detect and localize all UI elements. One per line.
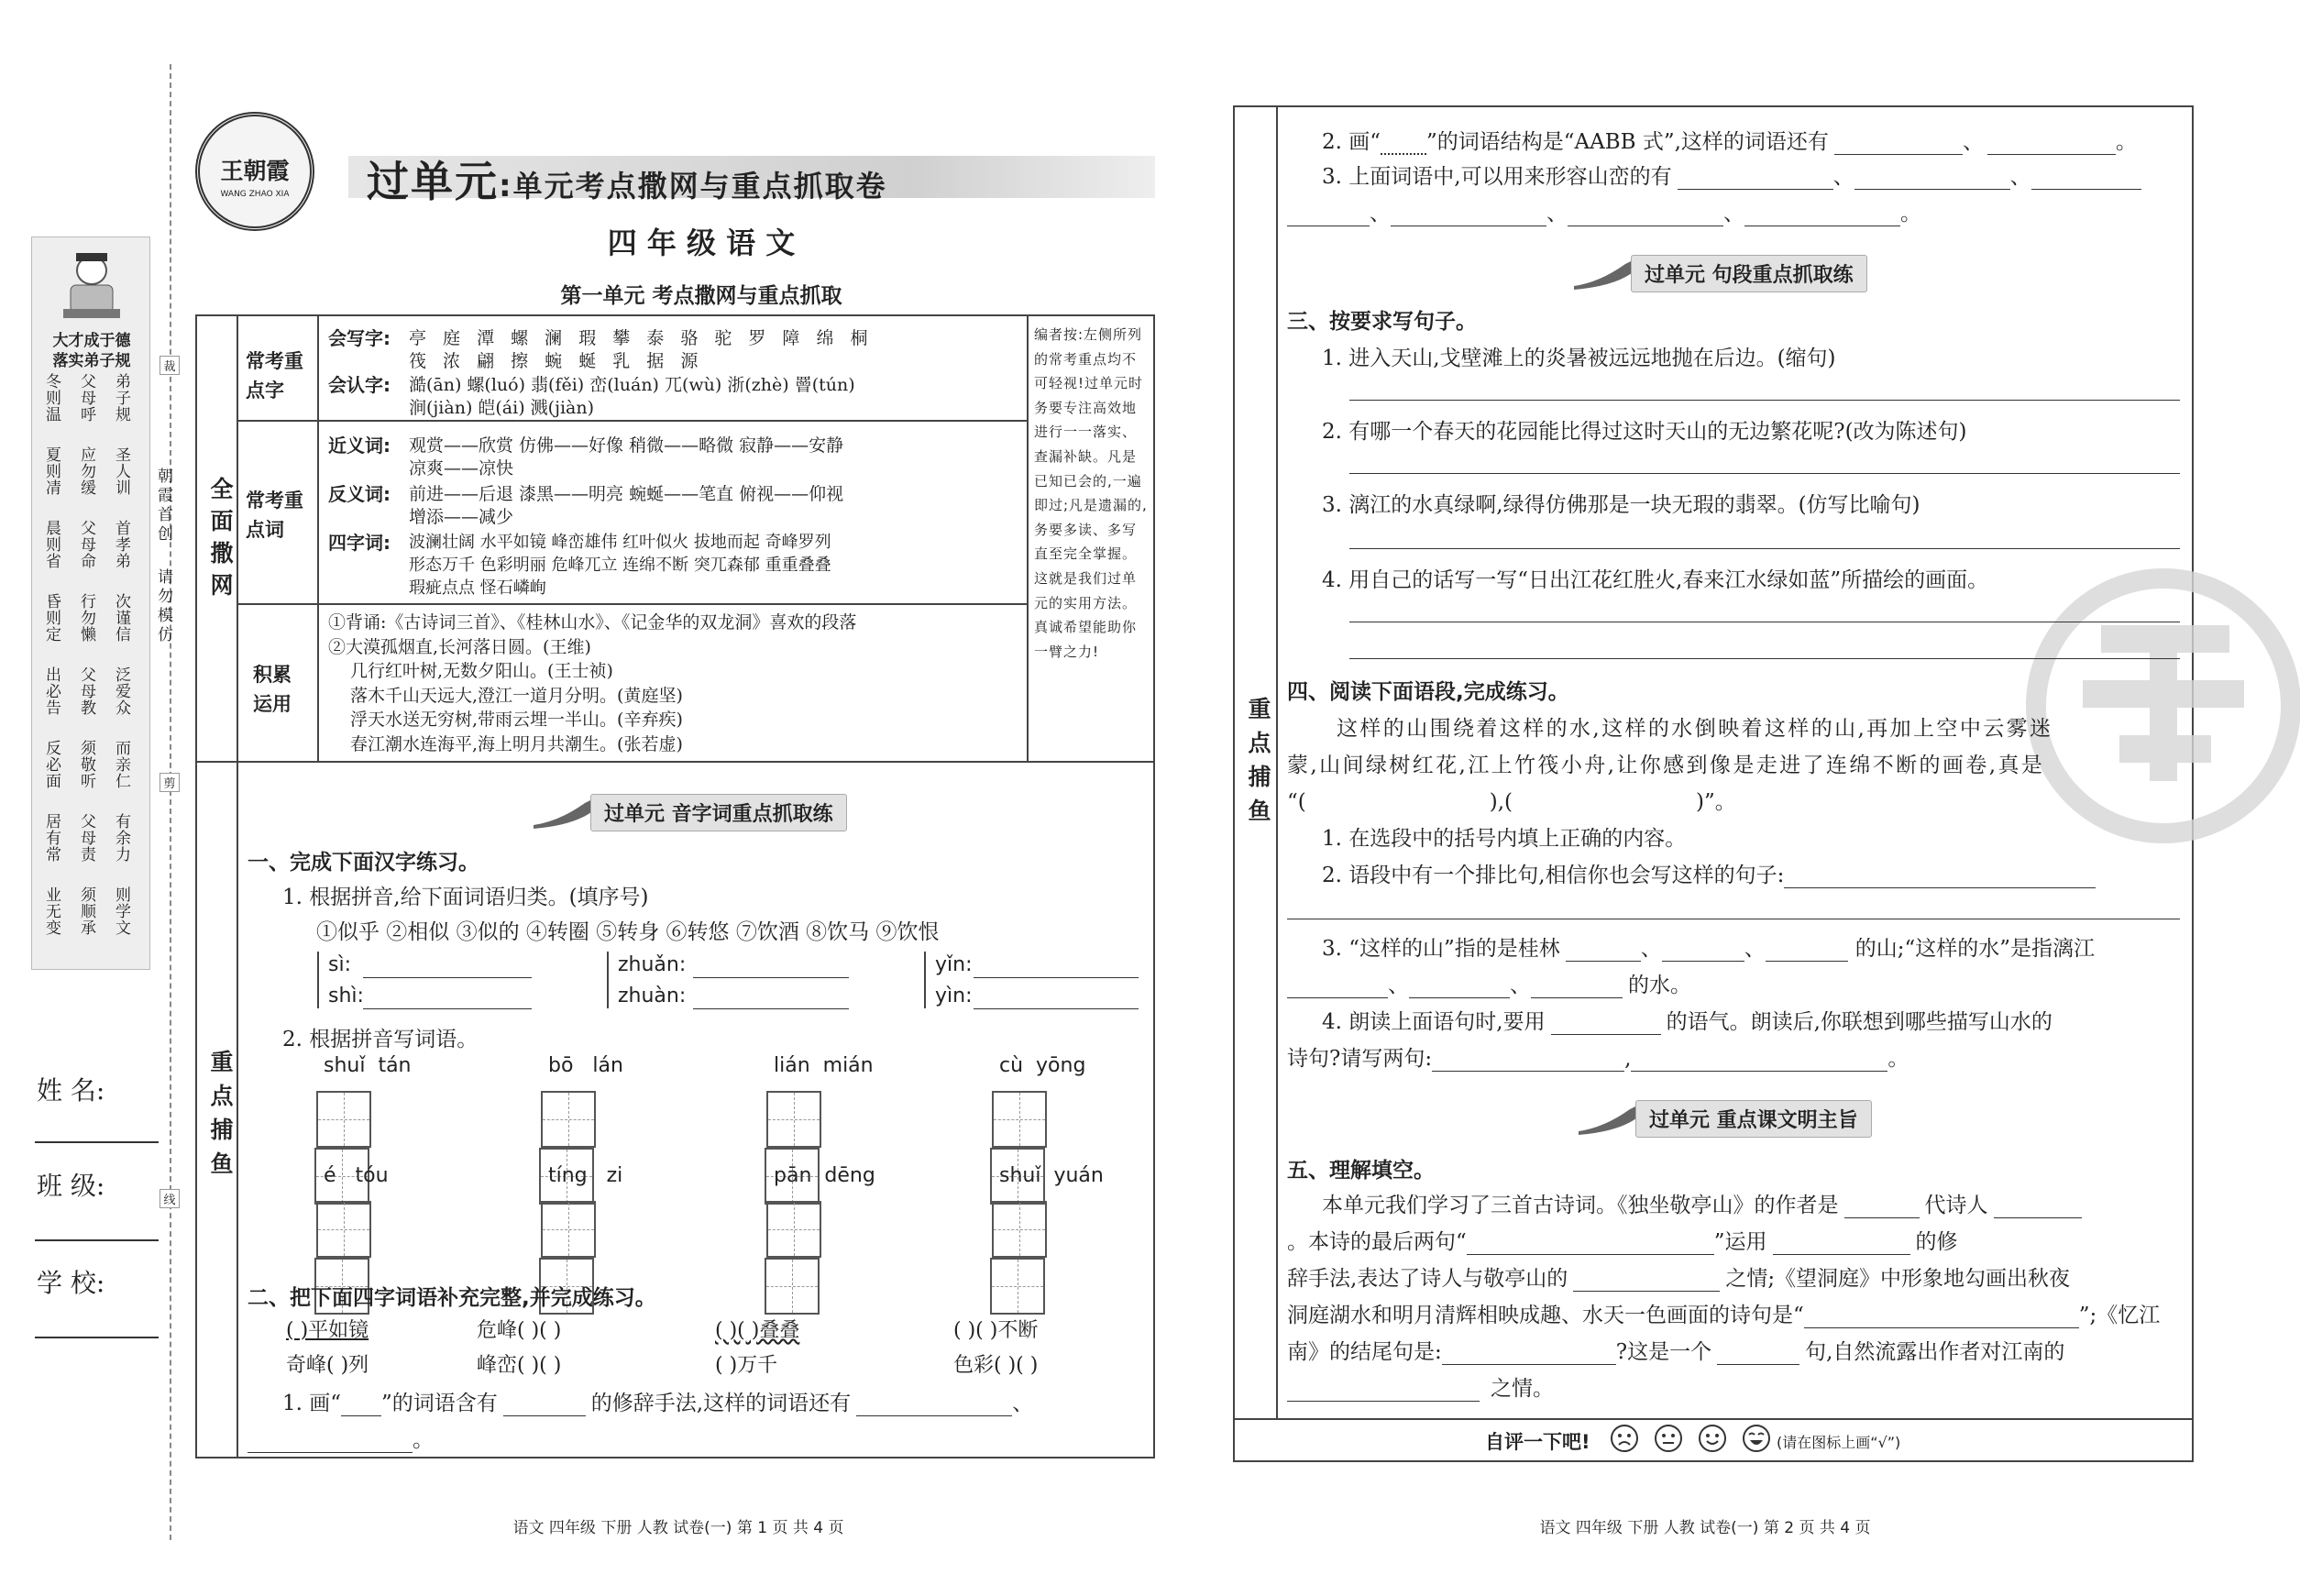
dizigui-line: 业无变 xyxy=(42,886,61,936)
q4-4a: 4. 朗读上面语句时,要用 xyxy=(1322,1010,1546,1034)
grid-pinyin: pān dēng xyxy=(774,1164,875,1187)
q5-4a: 洞庭湖水和明月清辉相映成趣、水天一色画面的诗句是“ xyxy=(1287,1304,1804,1327)
r2-a-label: 近义词: xyxy=(328,435,391,457)
r-l3 xyxy=(1322,160,2141,190)
pinyin-group-si xyxy=(317,952,537,1008)
char-cell[interactable] xyxy=(992,1201,1047,1258)
dizigui-line: 父母教 xyxy=(77,666,95,716)
dizigui-line: 首孝弟 xyxy=(112,520,130,569)
group-label-2: 重点捕鱼 xyxy=(207,1050,234,1185)
grid-pinyin: cù yōng xyxy=(999,1054,1086,1077)
r1-head: 常考重点字 xyxy=(246,350,303,402)
q2-l2-c: ( )万千 xyxy=(715,1354,778,1377)
banner-2 xyxy=(1572,253,1867,293)
neutral-face-icon[interactable] xyxy=(1654,1424,1683,1453)
accumulation-line: ②大漠孤烟直,长河落日圆。(王维) xyxy=(328,636,591,657)
self-eval-divider xyxy=(1233,1418,2194,1420)
r-l2 xyxy=(1322,125,2137,155)
py-zhuan4-line[interactable] xyxy=(693,1008,849,1009)
group-divider xyxy=(195,761,1155,763)
r2-c-text3: 瑕疵点点 怪石嶙峋 xyxy=(409,578,546,598)
r2-c-text2: 形态万千 色彩明丽 危峰兀立 连绵不断 突兀森郁 重重叠叠 xyxy=(409,556,831,575)
q3-heading: 三、按要求写句子。 xyxy=(1287,310,1477,334)
q4-3 xyxy=(1322,931,2095,962)
q5-5a: 南》的结尾句是: xyxy=(1287,1340,1442,1364)
r-end-2: 。 xyxy=(1887,1047,1909,1071)
dizigui-line: 冬则温 xyxy=(42,373,61,423)
accumulation-line: 春江潮水连海平,海上明月共潮生。(张若虚) xyxy=(350,733,683,754)
py-yin4-line[interactable] xyxy=(974,1008,1139,1009)
q4-2-text: 2. 语段中有一个排比句,相信你也会写这样的句子: xyxy=(1322,864,1785,887)
q3-3-answer[interactable] xyxy=(1349,548,2180,549)
char-cell[interactable] xyxy=(316,1091,371,1148)
grid-pinyin: tíng zi xyxy=(548,1164,623,1187)
pinyin-group-yin xyxy=(924,952,1144,1008)
q2-1a: 1. 画“ xyxy=(282,1392,342,1415)
q2-l1-c-text: ( )( )叠叠 xyxy=(715,1319,800,1342)
py-zhuan4: zhuàn: xyxy=(618,985,687,1007)
q4-4 xyxy=(1322,1005,2052,1035)
q4-3-cont xyxy=(1287,968,1691,998)
r-aabb-blank-1[interactable] xyxy=(1834,131,1963,155)
dizigui-line: 须敬听 xyxy=(77,740,95,789)
banner-3 xyxy=(1577,1098,1872,1139)
logo xyxy=(195,112,314,231)
q1-words: ①似乎 ②相似 ③似的 ④转圈 ⑤转身 ⑥转悠 ⑦饮酒 ⑧饮马 ⑨饮恨 xyxy=(316,920,940,944)
dizigui-line: 居有常 xyxy=(42,813,61,863)
grid-pinyin: shuǐ yuán xyxy=(999,1164,1104,1187)
q3-1-answer[interactable] xyxy=(1349,400,2180,401)
r-sep-8: 、 xyxy=(1388,974,1409,997)
accumulation-line: 几行红叶树,无数夕阳山。(王士祯) xyxy=(350,661,613,681)
unit-title: 第一单元 考点撒网与重点抓取 xyxy=(560,284,842,308)
q2-l1-a-text: ( )平如镜 xyxy=(286,1319,369,1342)
footer-right: 语文 四年级 下册 人教 试卷(一) 第 2 页 共 4 页 xyxy=(1539,1519,1871,1537)
q3-1: 1. 进入天山,戈壁滩上的炎暑被远远地抛在后边。(缩句) xyxy=(1322,347,1836,370)
cut-mark-2: 剪 xyxy=(160,773,180,792)
q5-lines-blank[interactable] xyxy=(1467,1231,1714,1255)
dizigui-line: 则学文 xyxy=(112,886,130,936)
q2-word-blank-2[interactable] xyxy=(248,1429,413,1453)
char-cell[interactable] xyxy=(766,1091,821,1148)
accumulation-line: 落木千山天远大,澄江一道月分明。(黄庭坚) xyxy=(350,685,683,706)
q5-feeling-blank[interactable] xyxy=(1573,1268,1720,1292)
grid-pinyin: é tóu xyxy=(324,1164,389,1187)
r-sep-5: 、 xyxy=(1723,202,1744,226)
right-group-label: 重点捕鱼 xyxy=(1245,697,1271,832)
dizigui-line: 须顺承 xyxy=(77,886,95,936)
py-shi-line[interactable] xyxy=(363,1008,532,1009)
q5-line-6 xyxy=(1287,1371,1554,1402)
motto-bottom: 落实弟子规 xyxy=(52,352,131,370)
class-field[interactable] xyxy=(35,1239,159,1241)
p3b: ),( xyxy=(1489,790,1513,814)
dizigui-line: 昏则定 xyxy=(42,593,61,643)
title-main xyxy=(367,149,887,209)
accumulation-line: 浮天水送无穷树,带雨云埋一半山。(辛弃疾) xyxy=(350,710,683,730)
char-cell[interactable] xyxy=(541,1091,596,1148)
r1-a-label: 会写字: xyxy=(328,327,391,349)
q1-1: 1. 根据拼音,给下面词语归类。(填序号) xyxy=(282,886,649,909)
logo-text: 王朝霞 xyxy=(220,158,290,184)
q5-line-3 xyxy=(1287,1261,2070,1292)
motto-top: 大才成于德 xyxy=(52,332,131,350)
row-line-2 xyxy=(237,603,1027,605)
q3-2-answer[interactable] xyxy=(1349,473,2180,474)
q5-heading: 五、理解填空。 xyxy=(1287,1159,1435,1183)
q2-heading: 二、把下面四字词语补充完整,并完成练习。 xyxy=(248,1286,656,1310)
r-sep-4: 、 xyxy=(1546,202,1568,226)
cut-mark-1: 裁 xyxy=(160,356,180,375)
q4-4d: , xyxy=(1624,1047,1632,1071)
r-mtn-blank-4[interactable] xyxy=(1287,203,1370,226)
q5-rhetoric-blank[interactable] xyxy=(1773,1231,1910,1255)
dizigui-line: 而亲仁 xyxy=(112,740,130,789)
r-l2d: 。 xyxy=(2115,130,2137,154)
q3-4-answer-2[interactable] xyxy=(1349,658,2180,659)
r1-a-text2: 筏 浓 翩 擦 蜿 蜒 乳 据 源 xyxy=(409,351,704,371)
sad-face-icon[interactable] xyxy=(1610,1424,1639,1453)
py-yin4: yìn: xyxy=(935,985,973,1007)
r3-head: 积累运用 xyxy=(253,664,292,715)
r-aabb-blank-2[interactable] xyxy=(1987,131,2116,155)
dizigui-line: 次谨信 xyxy=(112,593,130,643)
q1-2: 2. 根据拼音写词语。 xyxy=(282,1028,479,1051)
char-grid[interactable] xyxy=(541,1091,596,1205)
q3-2: 2. 有哪一个春天的花园能比得过这时天山的无边繁花呢?(改为陈述句) xyxy=(1322,420,1967,444)
char-cell[interactable] xyxy=(992,1091,1047,1148)
cut-text-2: 请勿模仿 xyxy=(154,568,172,645)
row-line-1 xyxy=(237,420,1027,422)
py-zhuan3-line[interactable] xyxy=(693,977,849,978)
q5-3a: 辞手法,表达了诗人与敬亭山的 xyxy=(1287,1267,1568,1291)
q5-poem-blank[interactable] xyxy=(1804,1304,2079,1328)
char-cell[interactable] xyxy=(766,1201,821,1258)
r1-b-text: 澔(ān) 螺(luó) 翡(fěi) 峦(luán) 兀(wù) 浙(zhè) 罾(tún) xyxy=(409,375,855,395)
dizigui-line: 夏则凊 xyxy=(42,446,61,496)
q5-1a: 本单元我们学习了三首古诗词。《独坐敬亭山》的作者是 xyxy=(1322,1194,1839,1217)
dizigui-line: 泛爱众 xyxy=(112,666,130,716)
char-cell[interactable] xyxy=(541,1201,596,1258)
q5-line-2 xyxy=(1287,1225,1958,1255)
pinyin-group-zhuan xyxy=(607,952,854,1008)
q4-3b: 的山;“这样的水”是指漓江 xyxy=(1854,937,2096,961)
char-cell[interactable] xyxy=(990,1258,1045,1315)
r-mtn-blank-5[interactable] xyxy=(1391,203,1546,226)
logo-sub: WANG ZHAO XIA xyxy=(220,190,290,199)
cut-text-1: 朝霞首创 xyxy=(154,468,172,545)
q4-4-blank-1[interactable] xyxy=(1551,1011,1661,1035)
q5-ending-blank[interactable] xyxy=(1442,1341,1616,1365)
q4-3c: 的水。 xyxy=(1628,974,1691,997)
q2-1-line2 xyxy=(248,1423,434,1453)
banner-3-label: 过单元 重点课文明主旨 xyxy=(1635,1100,1872,1138)
dizigui-line: 行勿懒 xyxy=(77,593,95,643)
r-l2a: 2. 画“ xyxy=(1322,130,1381,154)
self-eval-label: 自评一下吧! xyxy=(1485,1431,1590,1453)
r-wavy-sample xyxy=(1381,131,1426,155)
q2-mark-sample xyxy=(341,1392,381,1416)
py-si: sì: xyxy=(328,953,351,976)
right-group-col xyxy=(1276,105,1278,1418)
q4-4c: 诗句?请写两句: xyxy=(1287,1047,1433,1071)
dizigui-line: 应勿缓 xyxy=(77,446,95,496)
py-yin3: yǐn: xyxy=(935,953,973,976)
q4-2-blank[interactable] xyxy=(1784,864,2096,888)
r-sep-2: 、 xyxy=(2009,165,2031,189)
r-sep-6: 、 xyxy=(1640,937,1662,961)
py-shi: shì: xyxy=(328,985,364,1007)
name-label: 姓 名: xyxy=(37,1075,105,1106)
q4-3-blank-3[interactable] xyxy=(1766,938,1848,962)
cut-line xyxy=(170,64,171,1540)
dizigui-line: 父母呼 xyxy=(77,373,95,423)
q1-heading: 一、完成下面汉字练习。 xyxy=(248,851,479,875)
r-mtn-blank-2[interactable] xyxy=(1854,166,2010,190)
char-grid[interactable] xyxy=(766,1091,821,1205)
title-main-text: 过单元 xyxy=(367,157,499,206)
r3-lines xyxy=(328,611,1025,756)
r-mtn-blank-1[interactable] xyxy=(1678,166,1833,190)
r-mtn-blank-7[interactable] xyxy=(1744,203,1900,226)
r2-b-label: 反义词: xyxy=(328,483,391,505)
dizigui-columns xyxy=(38,373,146,960)
r-l2b: ”的词语结构是“AABB 式”,这样的词语还有 xyxy=(1426,130,1829,154)
r2-b-text2: 增添——减少 xyxy=(409,507,514,527)
grid-pinyin: lián mián xyxy=(774,1054,874,1077)
school-field[interactable] xyxy=(35,1337,159,1338)
q2-rhetoric-blank[interactable] xyxy=(503,1392,586,1416)
q2-l1-c xyxy=(715,1315,799,1343)
q4-heading: 四、阅读下面语段,完成练习。 xyxy=(1287,680,1569,704)
passage-line-1: 这样的山围绕着这样的水,这样的水倒映着这样的山,再加上空中云雾迷 xyxy=(1337,717,2053,741)
q2-1d: 、 xyxy=(1012,1392,1034,1415)
q5-line-4 xyxy=(1287,1298,2160,1328)
head-col-line xyxy=(317,314,319,761)
footer-left: 语文 四年级 下册 人教 试卷(一) 第 1 页 共 4 页 xyxy=(512,1519,844,1537)
q5-6: 之情。 xyxy=(1491,1377,1554,1401)
q4-4-blank-3[interactable] xyxy=(1631,1048,1887,1072)
q5-emotion-blank[interactable] xyxy=(1287,1378,1480,1402)
r-sep-7: 、 xyxy=(1744,937,1766,961)
note-col-line xyxy=(1027,314,1029,761)
q2-l2-d: 色彩( )( ) xyxy=(953,1354,1039,1377)
q5-2a: 。本诗的最后两句“ xyxy=(1287,1230,1467,1254)
q3-4: 4. 用自己的话写一写“日出江花红胜火,春来江水绿如蓝”所描绘的画面。 xyxy=(1322,568,1989,592)
dizigui-line: 父母命 xyxy=(77,520,95,569)
q4-4-blank-2[interactable] xyxy=(1432,1048,1624,1072)
py-zhuan3: zhuǎn: xyxy=(618,953,687,976)
q2-l2-b: 峰峦( )( ) xyxy=(477,1354,562,1377)
q5-5c: 句,自然流露出作者对江南的 xyxy=(1805,1340,2065,1364)
char-cell[interactable] xyxy=(765,1258,820,1315)
q5-2b: ”运用 xyxy=(1713,1230,1767,1254)
r2-b-text: 前进——后退 漆黑——明亮 蜿蜒——笔直 俯视——仰视 xyxy=(409,484,844,504)
q4-3-blank-2[interactable] xyxy=(1662,938,1744,962)
r-l2c: 、 xyxy=(1962,130,1984,154)
char-grid[interactable] xyxy=(992,1201,1047,1315)
subject-title: 四 年 级 语 文 xyxy=(607,226,796,260)
self-eval-hint: (请在图标上画“√”) xyxy=(1777,1434,1901,1451)
q2-1c: 的修辞手法,这样的词语还有 xyxy=(590,1392,852,1415)
q2-l2-a: 奇峰( )列 xyxy=(286,1354,369,1377)
q4-3-blank-5[interactable] xyxy=(1409,974,1510,998)
passage-line-3 xyxy=(1287,785,1736,815)
grid-pinyin: shuǐ tán xyxy=(324,1054,412,1077)
char-cell[interactable] xyxy=(316,1201,371,1258)
banner-1-label: 过单元 音字词重点抓取练 xyxy=(590,794,847,831)
r2-c-label: 四字词: xyxy=(328,532,391,554)
dizigui-line: 反必面 xyxy=(42,740,61,789)
q4-1: 1. 在选段中的括号内填上正确的内容。 xyxy=(1322,827,1687,851)
p3a: “( xyxy=(1287,790,1306,814)
dizigui-line: 晨则省 xyxy=(42,520,61,569)
scholar-illustration xyxy=(58,248,126,324)
q5-poet-blank[interactable] xyxy=(1994,1194,2082,1218)
title-rest: 单元考点撒网与重点抓取卷 xyxy=(512,169,887,204)
banner-2-label: 过单元 句段重点抓取练 xyxy=(1631,255,1867,292)
q5-type-blank[interactable] xyxy=(1717,1341,1799,1365)
group-col-line xyxy=(237,314,238,1458)
dizigui-line: 圣人训 xyxy=(112,446,130,496)
dizigui-line: 弟子规 xyxy=(112,373,130,423)
r1-b-text2: 涧(jiàn) 皑(ái) 溅(jiàn) xyxy=(409,398,595,418)
passage-line-2: 蒙,山间绿树红花,江上竹筏小舟,让你感到像是走进了连绵不断的画卷,真是 xyxy=(1287,754,2045,777)
q4-4-cont xyxy=(1287,1041,1909,1072)
r-l3b xyxy=(1287,196,1921,226)
q4-3-blank-4[interactable] xyxy=(1287,974,1388,998)
char-grid[interactable] xyxy=(992,1091,1047,1205)
q2-l1-b: 危峰( )( ) xyxy=(477,1319,562,1342)
q2-1-line xyxy=(282,1386,1033,1416)
self-eval-faces xyxy=(1610,1424,1771,1453)
accumulation-line: ①背诵:《古诗词三首》、《桂林山水》、《记金华的双龙洞》喜欢的段落 xyxy=(328,612,857,633)
q4-4b: 的语气。朗读后,你联想到哪些描写山水的 xyxy=(1666,1010,2052,1034)
char-grid[interactable] xyxy=(766,1201,821,1315)
q5-1b: 代诗人 xyxy=(1924,1194,1988,1217)
name-field[interactable] xyxy=(35,1141,159,1143)
q2-l1-d: ( )( )不断 xyxy=(953,1319,1039,1342)
r2-a-text: 观赏——欣赏 仿佛——好像 稍微——略微 寂静——安静 xyxy=(409,435,844,456)
r1-b-label: 会认字: xyxy=(328,374,391,396)
grid-pinyin: bō lán xyxy=(548,1054,623,1077)
q5-5b: ?这是一个 xyxy=(1615,1340,1712,1364)
class-label: 班 级: xyxy=(37,1171,105,1201)
title-colon: : xyxy=(499,168,513,204)
q5-line-5 xyxy=(1287,1335,2064,1365)
q4-3-blank-1[interactable] xyxy=(1566,938,1641,962)
r-mtn-blank-6[interactable] xyxy=(1568,203,1723,226)
q5-2c: 的修 xyxy=(1915,1230,1958,1254)
char-grid[interactable] xyxy=(316,1091,371,1205)
r1-a-text: 亭 庭 潭 螺 澜 瑕 攀 泰 骆 驼 罗 障 绵 桐 xyxy=(409,328,874,348)
py-si-line[interactable] xyxy=(363,977,532,978)
editor-note: 编者按:左侧所列的常考重点均不可轻视!过单元时务要专注高效地进行一一落实、查漏补缺。凡是已知已会的,一遍即过;凡是遗漏的,务要多读、多写直至完全掌握。这就是我们过单元的实用方法。真诚希望能助你一臂之力! xyxy=(1034,326,1148,660)
laugh-face-icon[interactable] xyxy=(1742,1424,1771,1453)
group-label-1: 全面撒网 xyxy=(207,477,234,605)
p3c: )”。 xyxy=(1696,790,1736,814)
dizigui-line: 父母责 xyxy=(77,813,95,863)
q2-word-blank-1[interactable] xyxy=(856,1392,1012,1416)
r2-head: 常考重点词 xyxy=(246,490,303,541)
dizigui-line: 出必告 xyxy=(42,666,61,716)
dizigui-line: 有余力 xyxy=(112,813,130,863)
q2-l1-a xyxy=(286,1315,369,1343)
school-label: 学 校: xyxy=(37,1268,105,1298)
banner-1 xyxy=(532,792,847,832)
r-end-1: 。 xyxy=(1900,202,1921,226)
r-sep-1: 、 xyxy=(1832,165,1854,189)
cut-mark-3: 线 xyxy=(160,1189,180,1208)
r-l3-text: 3. 上面词语中,可以用来形容山峦的有 xyxy=(1322,165,1672,189)
q2-1e: 。 xyxy=(413,1428,434,1452)
r-sep-9: 、 xyxy=(1510,974,1531,997)
q4-2 xyxy=(1322,858,2096,888)
q4-3a: 3. “这样的山”指的是桂林 xyxy=(1322,937,1560,961)
r2-a-text2: 凉爽——凉快 xyxy=(409,458,514,479)
py-yin3-line[interactable] xyxy=(974,977,1139,978)
smile-face-icon[interactable] xyxy=(1698,1424,1727,1453)
r-mtn-blank-3[interactable] xyxy=(2031,166,2141,190)
watermark-stamp xyxy=(2026,568,2300,843)
q5-dynasty-blank[interactable] xyxy=(1844,1194,1920,1218)
q5-4b: ”;《忆江 xyxy=(2078,1304,2161,1327)
q5-line-1 xyxy=(1322,1188,2082,1218)
sidebar-panel xyxy=(31,237,150,970)
r-sep-3: 、 xyxy=(1370,202,1391,226)
q2-1b: ”的词语含有 xyxy=(381,1392,498,1415)
r2-c-text: 波澜壮阔 水平如镜 峰峦雄伟 红叶似火 拔地而起 奇峰罗列 xyxy=(409,533,831,552)
q5-3b: 之情;《望洞庭》中形象地勾画出秋夜 xyxy=(1725,1267,2071,1291)
q4-3-blank-6[interactable] xyxy=(1531,974,1623,998)
q3-3: 3. 漓江的水真绿啊,绿得仿佛那是一块无瑕的翡翠。(仿写比喻句) xyxy=(1322,493,1920,517)
